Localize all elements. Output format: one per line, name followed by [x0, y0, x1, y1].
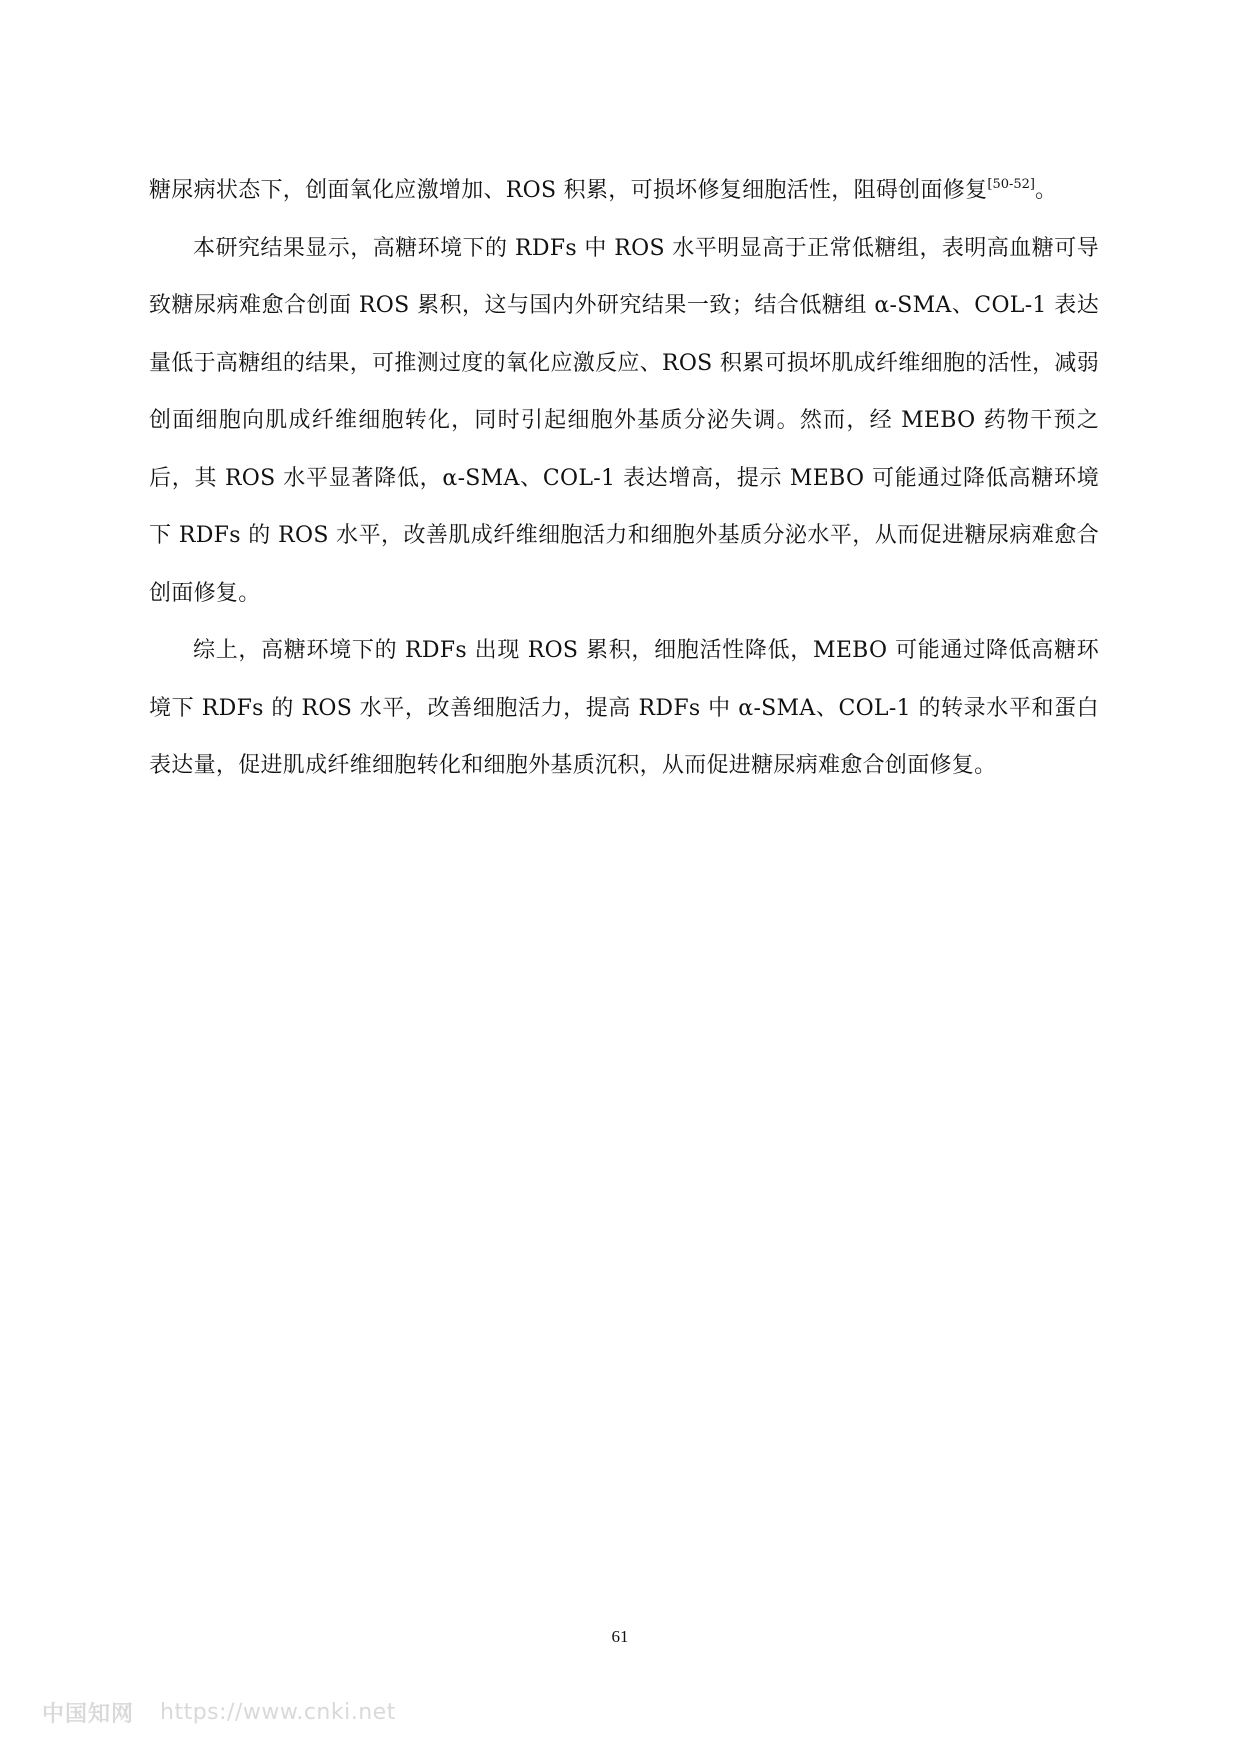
paragraph-text: 糖尿病状态下，创面氧化应激增加、ROS 积累，可损坏修复细胞活性，阻碍创面修复: [149, 178, 988, 203]
paragraph-conclusion: [149, 622, 1099, 795]
cnki-watermark: [42, 1697, 396, 1727]
body-text: [149, 162, 1099, 795]
watermark-url: https://www.cnki.net: [160, 1699, 396, 1725]
watermark-logo-text: 中国知网: [42, 1701, 135, 1727]
page-number: 61: [611, 1627, 629, 1646]
paragraph-text: 综上，高糖环境下的 RDFs 出现 ROS 累积，细胞活性降低，MEBO 可能通过降低高糖环境下 RDFs 的 ROS 水平，改善细胞活力，提高 RDFs 中 α-SMA、COL-1 的转录水平和蛋白表达量，促进肌成纤维细胞转化和细胞外基质沉积，从而促进糖尿病难愈合创面修复。: [149, 638, 1099, 778]
paragraph-continuation: [149, 162, 1099, 220]
paragraph-text: 本研究结果显示，高糖环境下的 RDFs 中 ROS 水平明显高于正常低糖组，表明高血糖可导致糖尿病难愈合创面 ROS 累积，这与国内外研究结果一致；结合低糖组 α-SMA、COL-1 表达量低于高糖组的结果，可推测过度的氧化应激反应、ROS 积累可损坏肌成纤维细胞的活性，减弱创面细胞向肌成纤维细胞转化，同时引起细胞外基质分泌失调。然而，经 MEBO 药物干预之后，其 ROS 水平显著降低，α-SMA、COL-1 表达增高，提示 MEBO 可能通过降低高糖环境下 RDFs 的 ROS 水平，改善肌成纤维细胞活力和细胞外基质分泌水平，从而促进糖尿病难愈合创面修复。: [149, 235, 1099, 606]
paragraph-results-discussion: [149, 220, 1099, 623]
citation-reference: [50-52]: [987, 177, 1035, 192]
paragraph-end-punctuation: 。: [1035, 178, 1058, 203]
